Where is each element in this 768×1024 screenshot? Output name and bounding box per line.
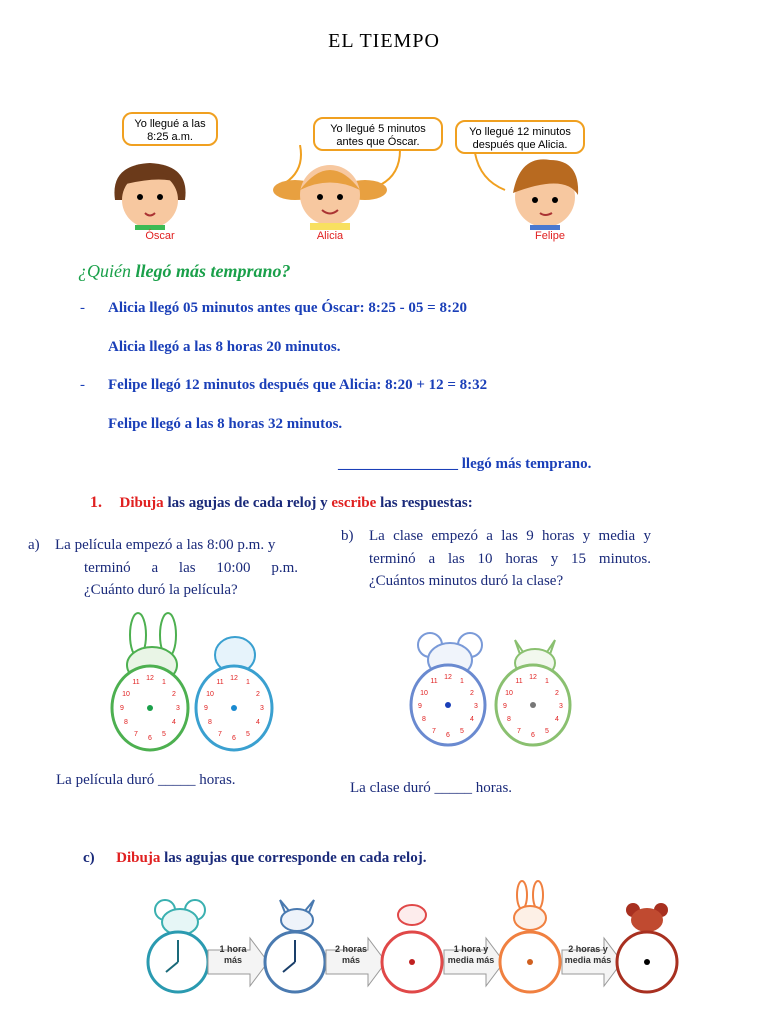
arrow-1-line-2: más	[223, 955, 242, 965]
arrow-3-line-1: 1 hora y	[453, 944, 489, 954]
reasoning-line-1: Alicia llegó 05 minutos antes que Óscar: 8:25 - 05 = 8:20	[108, 300, 467, 316]
svg-text:4: 4	[470, 716, 474, 723]
children-illustration	[100, 145, 600, 230]
clock-2-icon	[265, 900, 325, 992]
name-alicia: Alicia	[316, 230, 344, 242]
svg-text:8: 8	[124, 719, 128, 726]
svg-text:2: 2	[256, 691, 260, 698]
svg-text:9: 9	[204, 705, 208, 712]
part-b-label: b)	[341, 528, 354, 544]
clocks-part-a	[100, 610, 290, 760]
exercise-1-header	[90, 494, 473, 512]
svg-text:4: 4	[555, 716, 559, 723]
svg-text:1: 1	[162, 679, 166, 686]
svg-text:12: 12	[146, 675, 154, 682]
arrow-2-label	[326, 944, 376, 966]
part-c-text: las agujas que corresponde en cada reloj.	[160, 850, 427, 866]
reasoning-line-4: Felipe llegó a las 8 horas 32 minutos.	[108, 416, 343, 432]
svg-text:10: 10	[505, 690, 513, 697]
question-prefix: ¿Quién	[78, 261, 136, 281]
svg-text:9: 9	[120, 705, 124, 712]
svg-text:2: 2	[172, 691, 176, 698]
svg-text:1: 1	[460, 678, 464, 685]
svg-text:11: 11	[515, 678, 523, 685]
arrow-3-label	[443, 944, 499, 966]
clock-3-icon	[382, 905, 442, 992]
svg-text:6: 6	[446, 732, 450, 739]
part-b-line-2: terminó a las 10 horas y 15 minutos.	[369, 551, 651, 567]
svg-text:8: 8	[208, 719, 212, 726]
svg-text:11: 11	[216, 679, 224, 686]
exercise-text-2: las respuestas:	[376, 495, 473, 511]
svg-text:6: 6	[148, 735, 152, 742]
bullet-dash-1: -	[80, 300, 85, 316]
svg-text:8: 8	[422, 716, 426, 723]
svg-text:12: 12	[230, 675, 238, 682]
svg-text:10: 10	[122, 691, 130, 698]
svg-text:3: 3	[176, 705, 180, 712]
rabbit-clock-icon	[112, 613, 188, 750]
svg-text:7: 7	[134, 731, 138, 738]
svg-text:7: 7	[517, 728, 521, 735]
svg-text:11: 11	[132, 679, 140, 686]
part-c-header	[83, 850, 426, 867]
arrow-3-line-2: media más	[447, 955, 495, 965]
svg-text:1: 1	[246, 679, 250, 686]
arrow-1-label	[208, 944, 258, 966]
part-b-line-1: La clase empezó a las 9 horas y media y	[369, 528, 651, 544]
part-a-answer: La película duró _____ horas.	[56, 772, 236, 788]
svg-text:1: 1	[545, 678, 549, 685]
part-c-word-dibuja: Dibuja	[116, 850, 161, 866]
arrow-4-line-1: 2 horas y	[568, 944, 608, 954]
arrow-1-line-1: 1 hora	[219, 944, 247, 954]
part-c-label: c)	[83, 850, 95, 866]
svg-text:12: 12	[444, 674, 452, 681]
oscar-figure	[114, 163, 185, 230]
answer-blank: ________________	[338, 456, 458, 472]
name-felipe: Felipe	[535, 230, 565, 242]
svg-text:4: 4	[256, 719, 260, 726]
exercise-number: 1.	[90, 494, 102, 511]
svg-text:5: 5	[460, 728, 464, 735]
svg-text:2: 2	[470, 690, 474, 697]
svg-text:6: 6	[232, 735, 236, 742]
mouse-clock-icon	[411, 633, 485, 745]
alicia-figure	[273, 165, 387, 230]
speech-bubble-felipe: Yo llegué 12 minutos después que Alicia.	[455, 120, 585, 154]
part-b-line-3: ¿Cuántos minutos duró la clase?	[369, 573, 564, 589]
svg-text:7: 7	[432, 728, 436, 735]
arrow-4-line-2: media más	[564, 955, 612, 965]
svg-text:5: 5	[162, 731, 166, 738]
speech-bubble-oscar: Yo llegué a las 8:25 a.m.	[122, 112, 218, 146]
part-b-answer: La clase duró _____ horas.	[350, 780, 513, 796]
part-a-line-1: La película empezó a las 8:00 p.m. y	[55, 537, 276, 553]
clock-1-icon	[148, 900, 208, 992]
name-oscar: Óscar	[145, 230, 175, 242]
cat-clock-icon	[496, 640, 570, 745]
part-a-line-3: ¿Cuánto duró la película?	[84, 582, 238, 598]
svg-text:10: 10	[206, 691, 214, 698]
reasoning-line-3: Felipe llegó 12 minutos después que Alicia: 8:20 + 12 = 8:32	[108, 377, 488, 393]
part-a-line-2: terminó a las 10:00 p.m.	[84, 560, 298, 576]
svg-text:9: 9	[418, 703, 422, 710]
speech-bubble-alicia: Yo llegué 5 minutos antes que Óscar.	[313, 117, 443, 151]
svg-text:9: 9	[503, 703, 507, 710]
svg-text:8: 8	[507, 716, 511, 723]
svg-text:3: 3	[559, 703, 563, 710]
answer-suffix: llegó más temprano.	[458, 456, 592, 472]
svg-text:10: 10	[420, 690, 428, 697]
svg-text:7: 7	[218, 731, 222, 738]
reasoning-line-2: Alicia llegó a las 8 horas 20 minutos.	[108, 339, 341, 355]
page-title: EL TIEMPO	[328, 30, 440, 52]
exercise-word-escribe: escribe	[331, 495, 377, 511]
clock-4-icon	[500, 881, 560, 992]
svg-text:5: 5	[246, 731, 250, 738]
clock-5-icon	[617, 903, 677, 992]
arrow-2-line-2: más	[341, 955, 360, 965]
svg-text:12: 12	[529, 674, 537, 681]
exercise-word-dibuja: Dibuja	[119, 495, 164, 511]
bullet-dash-2: -	[80, 377, 85, 393]
felipe-figure	[513, 159, 578, 230]
svg-text:3: 3	[474, 703, 478, 710]
arrow-2-line-1: 2 horas	[334, 944, 367, 954]
svg-text:3: 3	[260, 705, 264, 712]
svg-text:4: 4	[172, 719, 176, 726]
exercise-text-1: las agujas de cada reloj y	[163, 495, 332, 511]
arrow-4-label	[560, 944, 616, 966]
question-bold: llegó más temprano?	[135, 261, 291, 281]
question	[78, 261, 291, 282]
svg-text:2: 2	[555, 690, 559, 697]
answer-line	[338, 456, 591, 473]
clocks-part-b	[400, 625, 590, 775]
svg-text:11: 11	[430, 678, 438, 685]
part-a-label: a)	[28, 537, 40, 553]
svg-text:6: 6	[531, 732, 535, 739]
dog-clock-icon	[196, 637, 272, 750]
svg-text:5: 5	[545, 728, 549, 735]
